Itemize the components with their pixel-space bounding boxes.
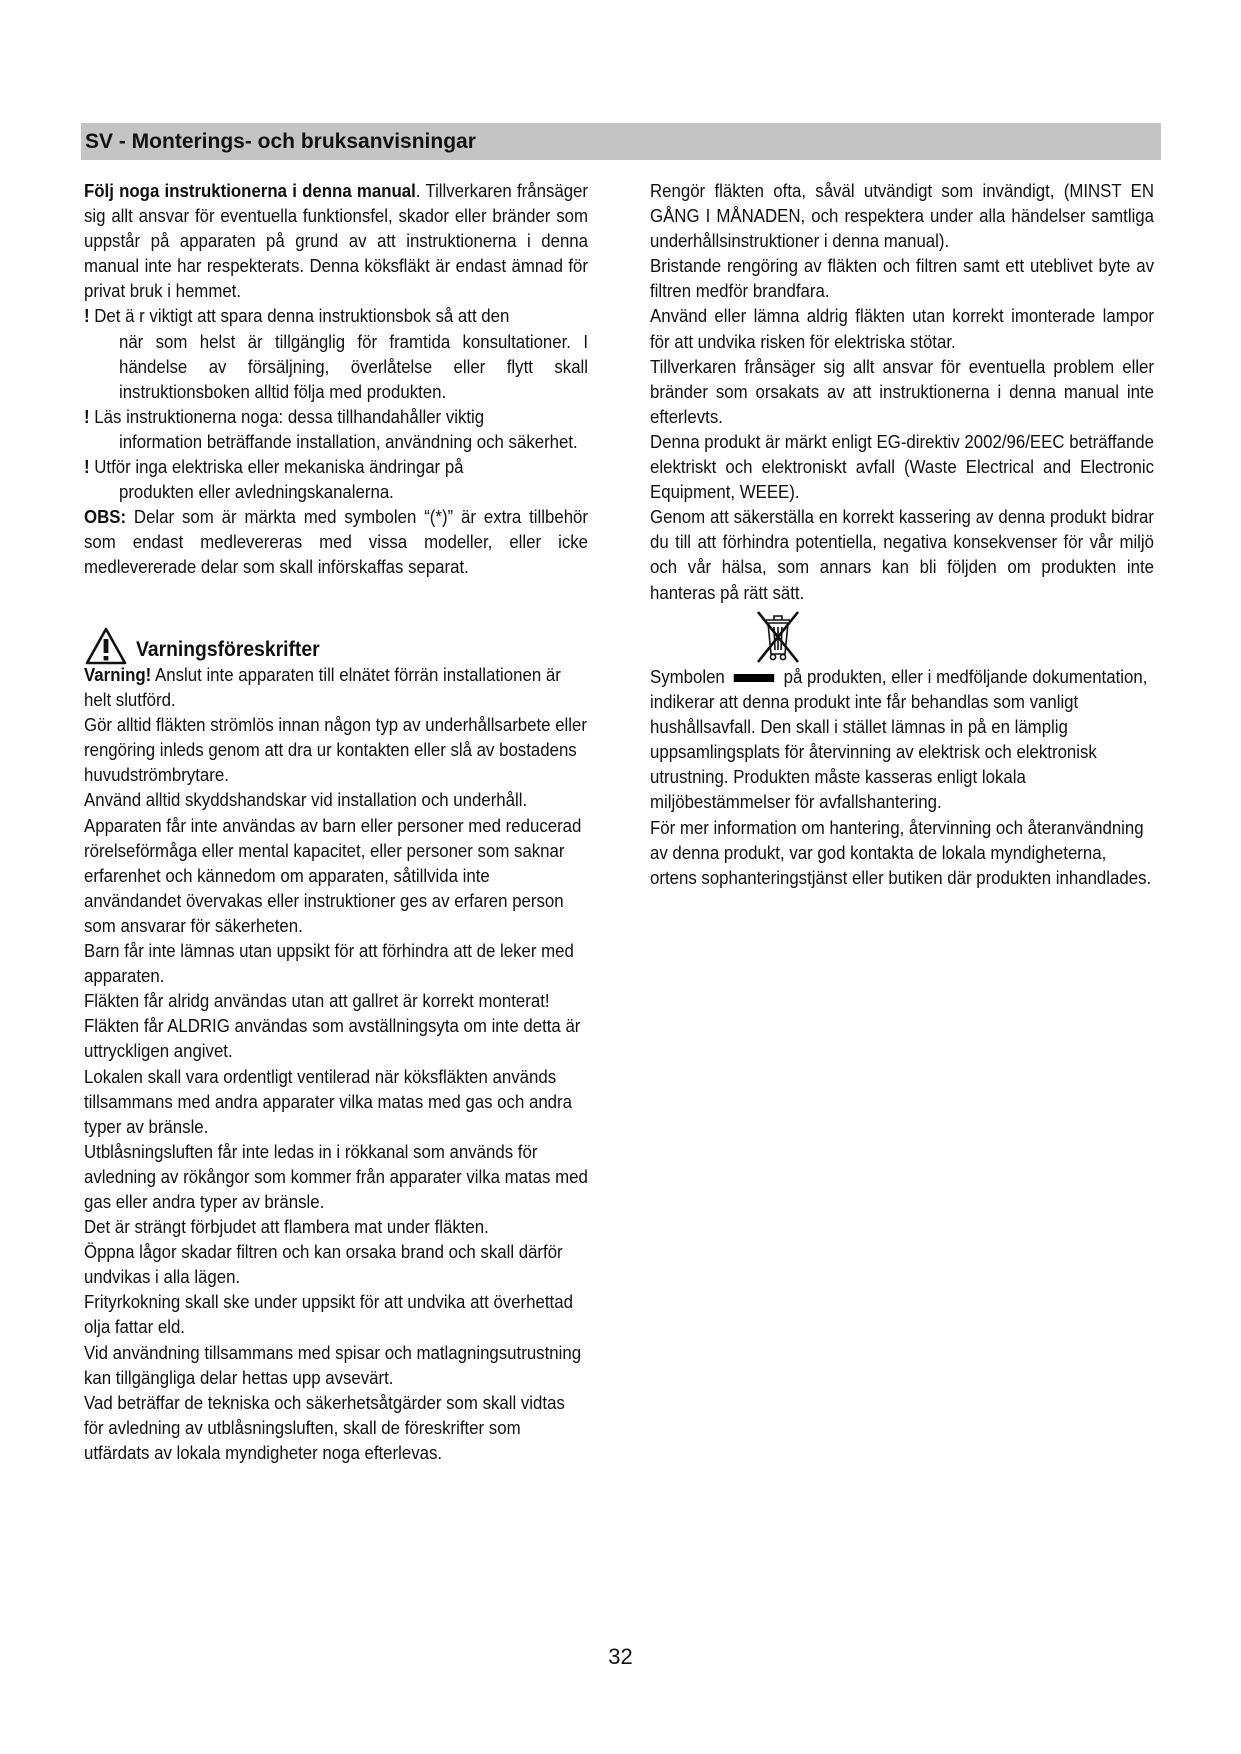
warning-item: Gör alltid fläkten strömlös innan någon typ av underhållsarbete eller rengöring inleds genom att dra ur kontakten eller slå av bostadens huvudströmbrytare. bbox=[84, 714, 587, 786]
warning-paragraph: Varning! Anslut inte apparaten till elnätet förrän installationen är helt slutförd. bbox=[84, 664, 561, 711]
left-column bbox=[84, 178, 588, 580]
warning-item: Vad beträffar de tekniska och säkerhetsåtgärder som skall vidtas för avledning av utblåsningsluften, skall de föreskrifter som utfärdats av lokala myndigheter noga efterlevas. bbox=[84, 1391, 565, 1463]
warning-triangle-icon bbox=[84, 626, 128, 666]
symbol-word: Symbolen bbox=[650, 666, 725, 687]
symbol-paragraph bbox=[650, 664, 1154, 815]
warning-item: Fläkten får ALDRIG användas som avställningsyta om inte detta är uttryckligen angivet. bbox=[84, 1015, 581, 1062]
warning-item: Använd alltid skyddshandskar vid installation och underhåll. bbox=[84, 789, 528, 811]
intro-bold: Följ noga instruktionerna i denna manual bbox=[84, 180, 416, 201]
maintenance-paragraph: Bristande rengöring av fläkten och filtren samt ett uteblivet byte av filtren medför brandfara. bbox=[650, 255, 1155, 302]
obs-paragraph bbox=[84, 504, 588, 579]
crossed-out-bin-icon bbox=[750, 606, 806, 666]
section-title: SV - Monterings- och bruksanvisningar bbox=[85, 130, 476, 153]
warning-item: Öppna lågor skadar filtren och kan orsaka brand och skall därför undvikas i alla lägen. bbox=[84, 1241, 563, 1288]
maintenance-paragraph: Rengör fläkten ofta, såväl utvändigt som invändigt, (MINST EN GÅNG I MÅNADEN, och respektera under alla händelser samtliga underhållsinstruktioner i denna manual). bbox=[650, 180, 1155, 252]
warning-item: Barn får inte lämnas utan uppsikt för att förhindra att de leker med apparaten. bbox=[84, 940, 574, 987]
obs-text: Delar som är märkta med symbolen “(*)” är extra tillbehör som endast medlevereras med vissa modeller, eller icke medlevererade delar som skall införskaffas separat. bbox=[84, 506, 589, 578]
warning-item: Lokalen skall vara ordentligt ventilerad när köksfläkten används tillsammans med andra apparater vilka matas med gas och andra typer av bränsle. bbox=[84, 1065, 572, 1137]
warning-label: Varning! bbox=[84, 664, 152, 685]
maintenance-paragraph: Använd eller lämna aldrig fläkten utan korrekt imonterade lampor för att undvika risken för elektriska stötar. bbox=[650, 305, 1155, 352]
weee-symbol-section bbox=[650, 664, 1154, 890]
maintenance-paragraph: Tillverkaren frånsäger sig allt ansvar för eventuella problem eller bränder som orsakats av att instruktionerna i denna manual inte efterlevts. bbox=[650, 355, 1155, 427]
warning-item: Fläkten får alridg användas utan att gallret är korrekt monterat! bbox=[84, 990, 550, 1012]
warning-item: Vid användning tillsammans med spisar och matlagningsutrustning kan tillgängliga delar hettas upp avsevärt. bbox=[84, 1341, 582, 1388]
note-bullet-1: ! Det ä r viktigt att spara denna instruktionsbok så att den när som helst är tillgänglig för framtida konsultationer. I händelse av försäljning, överlåtelse eller flytt skall instruktionsboken alltid följa med produkten. bbox=[84, 305, 589, 402]
note-bullet-3: ! Utför inga elektriska eller mekaniska ändringar på produkten eller avledningskanalerna. bbox=[84, 456, 464, 503]
warning-item: Frityrkokning skall ske under uppsikt för att undvika att överhettad olja fattar eld. bbox=[84, 1291, 573, 1338]
warnings-body bbox=[84, 662, 588, 1465]
weee-paragraph: Denna produkt är märkt enligt EG-direktiv 2002/96/EEC beträffande elektriskt och elektroniskt avfall (Waste Electrical and Electronic Equipment, WEEE). bbox=[650, 430, 1155, 503]
note-bullet-2: ! Läs instruktionerna noga: dessa tillhandahåller viktig information beträffande installation, användning och säkerhet. bbox=[84, 405, 578, 452]
intro-text: . Tillverkaren frånsäger sig allt ansvar för eventuella funktionsfel, skador eller bränder som uppstår på apparaten på grund av att instruktionerna i denna manual inte har respekterats. Denna köksfläkt är endast ämnad för privat bruk i hemmet. bbox=[84, 180, 589, 302]
warning-item: Apparaten får inte användas av barn eller personer med reducerad rörelseförmåga eller mental kapacitet, eller personer som saknar erfarenhet och kännedom om apparaten, såtillvida inte användandet övervakas eller instruktioner ges av erfaren person som ansvarar för säkerheten. bbox=[84, 814, 582, 936]
intro-paragraph bbox=[84, 178, 588, 303]
page-number: 32 bbox=[608, 1644, 633, 1669]
right-column bbox=[650, 178, 1154, 605]
closing-paragraph: För mer information om hantering, återvinning och återanvändning av denna produkt, var god kontakta de lokala myndigheterna, ortens sophanteringstjänst eller butiken där produkten inhandlades. bbox=[650, 816, 1152, 888]
warning-item: Det är strängt förbjudet att flambera mat under fläkten. bbox=[84, 1216, 489, 1238]
warning-item: Utblåsningsluften får inte ledas in i rökkanal som används för avledning av rökångor som kommer från apparater vilka matas med gas eller andra typer av bränsle. bbox=[84, 1140, 588, 1212]
obs-label: OBS: bbox=[84, 506, 127, 528]
warnings-title: Varningsföreskrifter bbox=[136, 638, 320, 661]
weee-paragraph: Genom att säkerställa en korrekt kassering av denna produkt bidrar du till att förhindra potentiella, negativa konsekvenser för vår miljö och vår hälsa, som annars kan bli följden om produkten inte hanteras på rätt sätt. bbox=[650, 506, 1155, 603]
weee-bar-icon bbox=[734, 674, 774, 682]
symbol-text: på produkten, eller i medföljande dokumentation, indikerar att denna produkt inte får behandlas som vanligt hushållsavfall. Den skall i stället lämnas in på en lämplig uppsamlingsplats för återvinning av elektrisk och elektronisk utrustning. Produkten måste kasseras enligt lokala miljöbestämmelser för avfallshantering. bbox=[650, 666, 1148, 813]
section-header bbox=[81, 123, 1161, 160]
